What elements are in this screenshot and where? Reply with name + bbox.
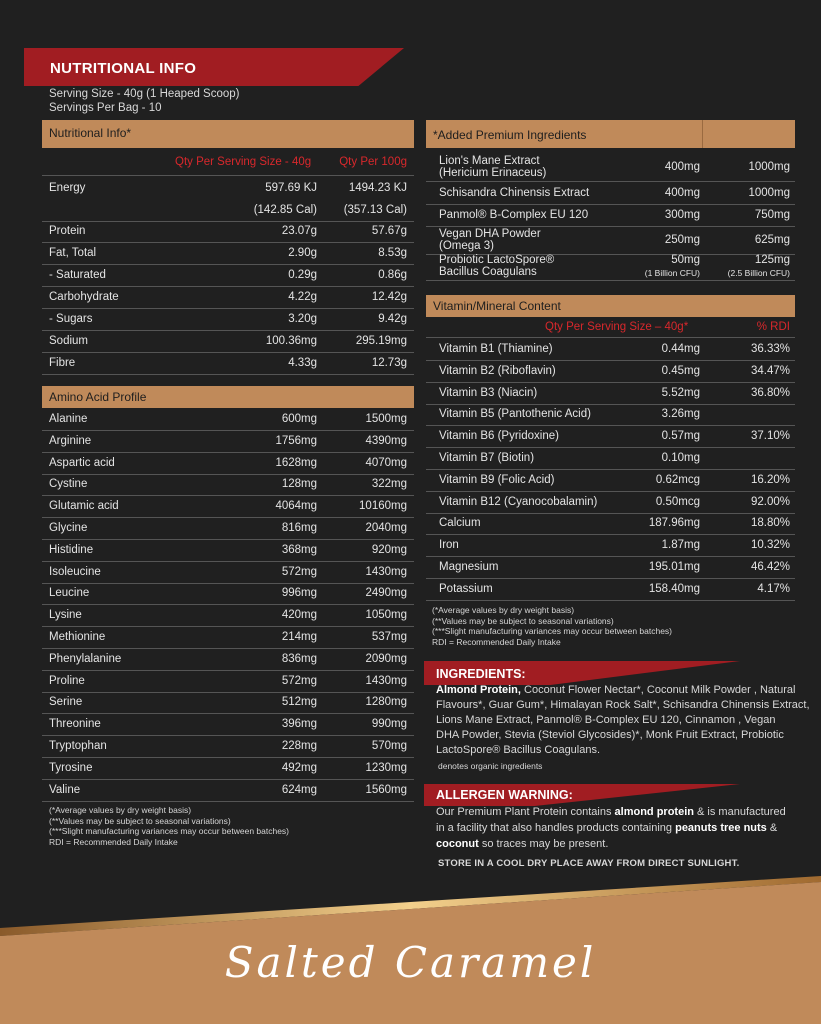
- row-rule: [426, 600, 795, 601]
- table-row: [42, 474, 414, 495]
- ingredients-lead: Almond Protein,: [436, 684, 521, 696]
- row-label: Vitamin B12 (Cyanocobalamin): [439, 495, 598, 508]
- vitamin-header-label: Vitamin/Mineral Content: [433, 299, 561, 313]
- row-value-serving: 2.90g: [288, 247, 317, 259]
- row-value-100g: 1230mg: [365, 761, 407, 774]
- table-row: [42, 409, 414, 430]
- table-row: [42, 496, 414, 517]
- row-value-100g: 4390mg: [365, 434, 407, 447]
- table-row: [42, 649, 414, 670]
- table-row: [42, 287, 414, 308]
- table-row: [426, 426, 795, 447]
- table-row: [42, 221, 414, 242]
- row-value-100g: 537mg: [371, 631, 407, 643]
- table-row: [42, 780, 414, 801]
- row-label: Schisandra Chinensis Extract: [439, 187, 590, 199]
- note-line: (***Slight manufacturing variances may occur between batches): [432, 626, 673, 636]
- row-value-rdi: 18.80%: [750, 517, 790, 530]
- row-value-serving: 128mg: [281, 478, 317, 491]
- row-value-100g: 1000mg: [748, 161, 790, 173]
- row-value-serving: 400mg: [664, 187, 700, 199]
- row-value-100g: 570mg: [371, 740, 407, 752]
- row-value-serving: 1628mg: [275, 456, 317, 469]
- row-value-serving: 0.50mcg: [655, 495, 700, 508]
- row-label: Proline: [49, 674, 85, 687]
- row-value-100g: 1430mg: [365, 674, 407, 687]
- row-value-rdi: 36.33%: [750, 343, 790, 355]
- row-label: Probiotic LactoSpore®: [439, 254, 555, 266]
- storage-note: STORE IN A COOL DRY PLACE AWAY FROM DIRECT SUNLIGHT.: [438, 858, 740, 869]
- row-value-rdi: 36.80%: [750, 386, 790, 399]
- row-value-100g: 1560mg: [365, 783, 407, 796]
- vitamin-col2: % RDI: [756, 321, 790, 333]
- row-label: Fat, Total: [49, 247, 97, 259]
- row-value-100g: 10160mg: [359, 500, 407, 513]
- row-value-serving: 23.07g: [281, 225, 317, 237]
- row-value-serving: 836mg: [281, 652, 317, 665]
- row-value-serving: 300mg: [664, 209, 700, 221]
- ingredients-line: Coconut Flower Nectar*, Coconut Milk Powder , Natural: [520, 684, 796, 696]
- row-label: Lion's Mane Extract: [439, 155, 540, 167]
- row-value-serving: 492mg: [281, 761, 317, 774]
- row-label: Magnesium: [439, 561, 499, 573]
- organic-note: denotes organic ingredients: [438, 761, 543, 771]
- table-row: [426, 226, 795, 254]
- row-value-100g: 1050mg: [365, 609, 407, 622]
- table-row: [426, 252, 795, 280]
- row-label: Glycine: [49, 522, 88, 534]
- vitamin-col1: Qty Per Serving Size – 40g*: [545, 321, 689, 333]
- amino-header: [42, 386, 414, 408]
- row-value-serving: 0.45mg: [661, 364, 700, 377]
- row-label: Vitamin B6 (Pyridoxine): [439, 430, 559, 443]
- allergen-text-part: & is manufactured: [693, 806, 786, 818]
- allergen-highlight: peanuts: [675, 822, 718, 834]
- row-label: Methionine: [49, 631, 106, 643]
- row-value-serving: 420mg: [281, 609, 317, 622]
- row-value-serving: 400mg: [664, 161, 700, 173]
- row-value-serving: 512mg: [281, 696, 317, 709]
- row-label: Tyrosine: [49, 761, 93, 774]
- table-row: [42, 309, 414, 330]
- table-row: [42, 265, 414, 286]
- row-rule: [42, 374, 414, 375]
- row-label: Threonine: [49, 718, 101, 731]
- row-value-serving: 158.40mg: [648, 582, 700, 595]
- row-label: Leucine: [49, 587, 90, 600]
- premium-header: [426, 120, 795, 148]
- row-value-rdi: 16.20%: [750, 473, 790, 486]
- table-row: [426, 470, 795, 491]
- ingredients-text: [436, 683, 816, 758]
- row-value-rdi: 34.47%: [750, 364, 790, 377]
- ingredients-line: Flavours*, Guar Gum*, Himalayan Rock Salt*, Schisandra Chinensis Extract,: [436, 699, 810, 711]
- row-value-serving: 572mg: [281, 674, 317, 687]
- note-line: (**Values may be subject to seasonal variations): [432, 615, 614, 626]
- allergen-highlight: tree nuts: [717, 822, 767, 834]
- row-label: Alanine: [49, 413, 88, 425]
- row-label-secondary: Bacillus Coagulans: [439, 266, 537, 278]
- row-label: Potassium: [439, 582, 493, 595]
- table-row: [42, 431, 414, 452]
- row-value-rdi: 4.17%: [757, 582, 790, 595]
- row-value-serving: 4.33g: [288, 357, 317, 369]
- table-row: [426, 404, 795, 425]
- row-value-serving: 195.01mg: [648, 561, 700, 573]
- row-value-serving: 5.52mg: [661, 386, 700, 399]
- row-label: Vitamin B1 (Thiamine): [439, 343, 553, 355]
- premium-header-label: *Added Premium Ingredients: [433, 128, 587, 142]
- page-title: NUTRITIONAL INFO: [50, 60, 197, 77]
- row-label: Vegan DHA Powder: [439, 228, 541, 240]
- vitamin-header: [426, 295, 795, 317]
- nutrition-header: [42, 120, 414, 148]
- row-value-100g: (357.13 Cal): [343, 204, 407, 216]
- table-row: [426, 182, 795, 204]
- table-row: [426, 579, 795, 600]
- row-value-serving: 100.36mg: [265, 335, 317, 347]
- row-value-serving: 0.62mcg: [655, 473, 700, 486]
- row-value-serving: 4064mg: [275, 500, 317, 513]
- row-value-serving: 396mg: [281, 718, 317, 731]
- row-label: Lysine: [49, 609, 82, 622]
- table-row: [42, 243, 414, 264]
- row-value-serving: 3.20g: [288, 313, 317, 325]
- row-label: Valine: [49, 783, 81, 796]
- row-label: Iron: [439, 539, 459, 552]
- row-label: Cystine: [49, 478, 88, 491]
- row-label: Fibre: [49, 357, 76, 369]
- amino-header-label: Amino Acid Profile: [49, 390, 147, 404]
- table-row: [42, 540, 414, 561]
- row-value-serving: 0.57mg: [661, 430, 700, 443]
- row-value-100g: 2090mg: [365, 652, 407, 665]
- amino-notes: [49, 805, 289, 847]
- table-row: [42, 178, 414, 199]
- table-row: [426, 204, 795, 226]
- table-row: [426, 492, 795, 513]
- table-row: [42, 605, 414, 626]
- row-rule: [426, 280, 795, 281]
- allergen-text-part: Our Premium Plant Protein contains: [436, 806, 615, 818]
- allergen-text-part: in a facility that also handles products containing: [436, 822, 676, 834]
- row-value-100g: 750mg: [754, 209, 790, 221]
- row-value-serving: 50mg: [671, 254, 700, 266]
- row-label: Isoleucine: [49, 565, 101, 578]
- row-value-serving: 368mg: [281, 543, 317, 556]
- note-line: (*Average values by dry weight basis): [49, 805, 192, 815]
- servings-per-bag: Servings Per Bag - 10: [49, 102, 162, 114]
- row-value-rdi: 37.10%: [750, 430, 790, 443]
- row-label: - Sugars: [49, 313, 93, 325]
- row-rule: [42, 801, 414, 802]
- table-row: [42, 353, 414, 374]
- row-value-100g: 125mg: [754, 254, 790, 266]
- row-value-100g: 920mg: [371, 543, 407, 556]
- table-row: [42, 583, 414, 604]
- row-value-serving: 624mg: [281, 783, 317, 796]
- nutrition-col1: Qty Per Serving Size - 40g: [175, 156, 312, 168]
- row-value-serving-note: (1 Billion CFU): [644, 268, 700, 278]
- row-label: Arginine: [49, 434, 92, 447]
- table-row: [42, 692, 414, 713]
- row-value-100g: 1500mg: [365, 413, 407, 425]
- row-label: Aspartic acid: [49, 456, 115, 469]
- table-row: [42, 714, 414, 735]
- row-value-serving: 0.44mg: [661, 343, 700, 355]
- allergen-highlight: almond protein: [614, 806, 694, 818]
- table-row: [42, 453, 414, 474]
- table-row: [42, 627, 414, 648]
- note-line: (***Slight manufacturing variances may occur between batches): [49, 826, 290, 836]
- row-value-serving: 214mg: [281, 631, 317, 643]
- row-value-serving: 600mg: [281, 413, 317, 425]
- note-line: (*Average values by dry weight basis): [432, 605, 575, 615]
- row-value-100g: 625mg: [754, 234, 790, 246]
- table-row: [42, 671, 414, 692]
- row-value-100g: 1430mg: [365, 565, 407, 578]
- row-value-serving: 597.69 KJ: [265, 182, 317, 194]
- row-label: Energy: [49, 182, 86, 194]
- row-value-100g: 990mg: [371, 718, 407, 731]
- row-value-serving: 1756mg: [275, 434, 317, 447]
- nutrition-rule: [42, 175, 414, 176]
- table-row: [426, 448, 795, 469]
- table-row: [42, 200, 414, 221]
- row-value-serving: 572mg: [281, 565, 317, 578]
- row-label: Serine: [49, 696, 83, 709]
- row-label: Vitamin B2 (Riboflavin): [439, 364, 556, 377]
- nutrition-header-label: Nutritional Info*: [49, 126, 132, 140]
- row-label: Carbohydrate: [49, 291, 119, 303]
- row-label: Vitamin B3 (Niacin): [439, 386, 538, 399]
- table-row: [42, 758, 414, 779]
- row-label: Calcium: [439, 517, 481, 530]
- row-label: Glutamic acid: [49, 500, 119, 513]
- vitamin-notes: [432, 605, 672, 647]
- ingredients-title: INGREDIENTS:: [436, 667, 526, 681]
- table-row: [42, 518, 414, 539]
- row-value-rdi: 46.42%: [750, 561, 790, 573]
- allergen-text-part: &: [766, 822, 778, 834]
- table-row: [42, 736, 414, 757]
- row-label: Vitamin B9 (Folic Acid): [439, 473, 555, 486]
- row-value-100g: 322mg: [371, 478, 407, 491]
- table-row: [426, 339, 795, 360]
- ingredients-line: LactoSpore® Bacillus Coagulans.: [436, 744, 601, 756]
- row-value-serving: 228mg: [281, 740, 317, 752]
- row-label: Sodium: [49, 335, 88, 347]
- row-value-rdi: 10.32%: [750, 539, 790, 552]
- row-value-serving: 3.26mg: [661, 408, 700, 421]
- row-label: - Saturated: [49, 269, 106, 281]
- row-value-serving: 0.29g: [288, 269, 317, 281]
- row-value-rdi: 92.00%: [750, 495, 790, 508]
- row-value-100g: 9.42g: [378, 313, 407, 325]
- row-value-100g: 1494.23 KJ: [348, 182, 407, 194]
- row-value-100g: 1280mg: [365, 696, 407, 709]
- row-value-100g: 295.19mg: [355, 335, 407, 347]
- row-value-100g: 2490mg: [365, 587, 407, 600]
- row-label: Panmol® B-Complex EU 120: [439, 209, 589, 221]
- vitamin-rule: [426, 337, 795, 338]
- row-label: Protein: [49, 225, 86, 237]
- row-label: Phenylalanine: [49, 652, 122, 665]
- allergen-title: ALLERGEN WARNING:: [436, 788, 573, 802]
- row-label-secondary: (Hericium Erinaceus): [439, 167, 547, 179]
- ingredients-line: DHA Powder, Stevia (Steviol Glycosides)*, Monk Fruit Extract, Probiotic: [436, 729, 784, 741]
- row-value-serving: 4.22g: [288, 291, 317, 303]
- table-row: [426, 153, 795, 181]
- note-line: (**Values may be subject to seasonal variations): [49, 815, 231, 826]
- table-row: [42, 331, 414, 352]
- table-row: [426, 383, 795, 404]
- row-value-100g: 8.53g: [378, 247, 407, 259]
- row-value-100g: 12.42g: [371, 291, 407, 303]
- serving-size: Serving Size - 40g (1 Heaped Scoop): [49, 88, 240, 100]
- table-row: [426, 535, 795, 556]
- allergen-text: [436, 804, 816, 852]
- table-row: [426, 513, 795, 534]
- ingredients-line: Lions Mane Extract, Panmol® B-Complex EU 120, Cinnamon , Vegan: [436, 714, 776, 726]
- row-value-serving: 816mg: [281, 522, 317, 534]
- row-value-100g: 12.73g: [371, 357, 407, 369]
- premium-header-divider: [702, 120, 703, 148]
- row-value-serving: 996mg: [281, 587, 317, 600]
- table-row: [42, 562, 414, 583]
- table-row: [426, 557, 795, 578]
- flavour-name: Salted Caramel: [224, 938, 597, 987]
- row-label: Vitamin B5 (Pantothenic Acid): [439, 408, 591, 421]
- row-value-100g-note: (2.5 Billion CFU): [727, 268, 790, 278]
- row-value-100g: 57.67g: [371, 225, 407, 237]
- note-line: RDI = Recommended Daily Intake: [432, 636, 561, 647]
- row-value-serving: 0.10mg: [661, 452, 700, 464]
- row-label: Histidine: [49, 543, 94, 556]
- row-value-serving: 250mg: [664, 234, 700, 246]
- row-value-100g: 1000mg: [748, 187, 790, 199]
- table-row: [426, 361, 795, 382]
- row-value-100g: 2040mg: [365, 522, 407, 534]
- nutrition-col2: Qty Per 100g: [339, 156, 407, 168]
- row-value-serving: (142.85 Cal): [253, 204, 317, 216]
- allergen-text-part: so traces may be present.: [478, 838, 609, 850]
- row-value-serving: 187.96mg: [648, 517, 700, 530]
- row-value-100g: 0.86g: [378, 269, 407, 281]
- allergen-highlight: coconut: [436, 838, 479, 850]
- row-value-100g: 4070mg: [365, 456, 407, 469]
- row-label-secondary: (Omega 3): [439, 240, 494, 252]
- row-label: Vitamin B7 (Biotin): [439, 452, 535, 464]
- row-label: Tryptophan: [49, 740, 107, 752]
- row-value-serving: 1.87mg: [661, 539, 700, 552]
- note-line: RDI = Recommended Daily Intake: [49, 836, 178, 847]
